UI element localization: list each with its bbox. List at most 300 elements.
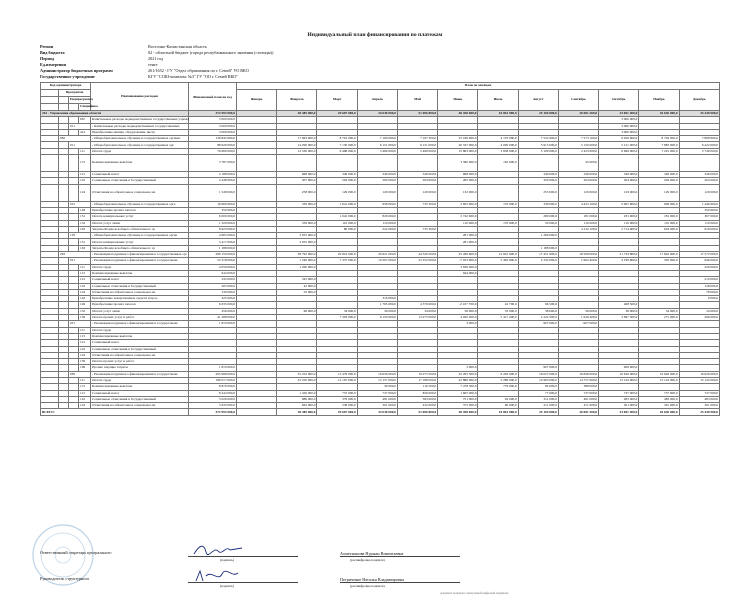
row-name: Отчисления на обязательное социальное ме (91, 184, 189, 201)
row-month-value: 909 000,0 (639, 201, 679, 207)
row-name: Приобретение лекарственных средств и проч (91, 296, 189, 302)
row-month-value: 25 104 800,0 (518, 111, 558, 117)
meta-value: 261/1652 - ГУ "Отдел образования по г. Семей" УО ВКО (148, 68, 249, 73)
row-name: Затраты Фонда всеобщего обязательного ср (91, 226, 189, 232)
row-total: 6 635 000,0 (189, 302, 237, 308)
row-total: 5 026 000,0 (189, 396, 237, 402)
row-month-value: 226 000,0 (679, 264, 719, 270)
row-month-value: 3 000 000,0 (599, 123, 639, 129)
row-month-value (397, 155, 437, 172)
row-code: 121 (79, 277, 91, 283)
row-month-value: 38 000,0 (599, 308, 639, 314)
row-month-value: 5 915 000,0 (518, 142, 558, 148)
row-month-value: 25 440 900,0 (679, 409, 719, 415)
row-month-value: 345 000,0 (277, 277, 317, 283)
row-month-value: 129 000,0 (679, 184, 719, 201)
row-total: 456 000,0 (189, 308, 237, 314)
row-month-value: 10 267 000,0 (357, 258, 397, 264)
row-month-value: 52 000,0 (277, 289, 317, 295)
row-month-value: 301 000,0 (639, 403, 679, 409)
row-code: 113 (79, 384, 91, 390)
row-month-value: 32 293 500,0 (438, 371, 478, 377)
row-month-value: 129 000,0 (357, 184, 397, 201)
row-month-value: 110 000,0 (679, 220, 719, 226)
row-month-value (639, 155, 679, 172)
row-code: 105 (69, 233, 91, 239)
row-month-value: 38 485 000,0 (277, 111, 317, 117)
row-name: - Реализация подушевого финансирования в государственн (91, 371, 189, 377)
row-month-value: 339 000,0 (277, 220, 317, 226)
row-code: 124 (79, 403, 91, 409)
row-month-value: 110 000,0 (438, 220, 478, 226)
row-month-value: 16 656 000,0 (357, 371, 397, 377)
row-month-value: 26 636 000,0 (639, 111, 679, 117)
row-month-value: 1 626 400,0 (558, 315, 598, 321)
row-month-value: 907 000,0 (518, 321, 558, 327)
row-code: 113 (79, 333, 91, 339)
row-name: Отчисления на обязательное социальное ме (91, 352, 189, 358)
row-month-value: 737 000,0 (639, 390, 679, 396)
row-code: 124 (79, 352, 91, 358)
row-month-value: 5 492 900,0 (478, 258, 518, 264)
row-total: 52 318 000,0 (189, 258, 237, 264)
row-code: 124 (79, 289, 91, 295)
row-month-value: 280 000,0 (518, 214, 558, 220)
row-month-value: 349 000,0 (599, 172, 639, 178)
row-total: 1 548 000,0 (189, 184, 237, 201)
row-month-value: 15 143 000,0 (639, 377, 679, 383)
row-month-value: 16 861 900,0 (478, 409, 518, 415)
row-name: Приобретение прочих запасов (91, 302, 189, 308)
row-month-value: 6 468 000,0 (317, 148, 357, 154)
header-subprogram: Подпрограмма (69, 97, 91, 104)
row-month-value: 23 189 000,0 (438, 136, 478, 142)
row-month-value: 29 607 000,0 (317, 409, 357, 415)
row-code: 121 (79, 172, 91, 178)
row-month-value: 367 000,0 (679, 214, 719, 220)
row-month-value: 35 000,0 (478, 308, 518, 314)
row-month-value: 491 000,0 (558, 396, 598, 402)
row-month-value: 26 081 300,0 (558, 111, 598, 117)
header-month: Ноябрь (639, 90, 679, 111)
row-month-value: 271 000,0 (639, 315, 679, 321)
row-month-value: 34 030 000,0 (357, 111, 397, 117)
row-month-value (237, 184, 277, 201)
row-month-value: 958 000,0 (357, 201, 397, 207)
row-month-value: 8 150 000,0 (357, 315, 397, 321)
row-month-value: 94 000,0 (478, 396, 518, 402)
row-month-value: 48 458 600,0 (438, 111, 478, 117)
row-month-value: 7 201 000,0 (639, 148, 679, 154)
header-month: Май (397, 90, 437, 111)
row-total: 4 188 000,0 (189, 172, 237, 178)
row-month-value: 9 000,0 (679, 296, 719, 302)
row-month-value: 6 422 000,0 (679, 142, 719, 148)
row-month-value: 5 100 000,0 (518, 148, 558, 154)
row-month-value: 349 000,0 (397, 172, 437, 178)
row-month-value: 19 275 500,0 (397, 371, 437, 377)
row-name: Оплата услуг связи (91, 220, 189, 226)
row-month-value: 618 000,0 (639, 226, 679, 232)
meta-label: Регион (40, 44, 54, 49)
row-month-value: 36 000,0 (357, 308, 397, 314)
row-month-value: 204 000,0 (639, 178, 679, 184)
row-code: 124 (79, 184, 91, 201)
row-month-value: 301 000,0 (357, 403, 397, 409)
row-name: Социальные отчисления в Государственный (91, 283, 189, 289)
row-code: 111 (79, 377, 91, 383)
signature-row (40, 546, 720, 572)
signer-name-caption: (расшифровка подписи) (350, 584, 385, 588)
row-month-value: 7 109 000,0 (357, 136, 397, 142)
row-month-value (478, 184, 518, 201)
row-code: 122 (79, 178, 91, 184)
row-month-value: 211 000,0 (518, 403, 558, 409)
row-total: 8 876 000,0 (189, 384, 237, 390)
row-month-value: 4 423 100,0 (558, 201, 598, 207)
row-total: 372 993 900,0 (189, 409, 237, 415)
row-month-value: 1 200 000,0 (277, 264, 317, 270)
row-total: 4 665 000,0 (189, 233, 237, 239)
row-month-value: 1 665 000,0 (438, 390, 478, 396)
row-month-value: 6 669 000,0 (599, 148, 639, 154)
row-name: Оплата прочих услуг и работ (91, 315, 189, 321)
row-month-value: 222 000,0 (357, 226, 397, 232)
row-month-value: 128 000,0 (679, 283, 719, 289)
row-code: 065 (69, 371, 91, 377)
row-month-value: 3 000,0 (438, 365, 478, 371)
row-month-value: 375 000,0 (438, 403, 478, 409)
row-month-value: 3 055 000,0 (277, 233, 317, 239)
meta-value: КГУ "СОШ-комплекс №3" ГУ "ОО г. Семей ВКО" (148, 74, 239, 79)
row-code: 159 (79, 359, 91, 365)
row-code: 011 (69, 142, 91, 148)
signature-caption: (подпись) (220, 558, 235, 562)
row-month-value: 5 286 000,0 (478, 377, 518, 383)
row-month-value: 3 000 000,0 (599, 129, 639, 135)
row-month-value (357, 155, 397, 172)
row-month-value: 735 300,0 (397, 201, 437, 207)
row-month-value: 483 000,0 (639, 396, 679, 402)
row-month-value: 483 000,0 (599, 396, 639, 402)
row-month-value: 7 573 100,0 (558, 136, 598, 142)
row-month-value: 110 000,0 (357, 220, 397, 226)
meta-value: 2021 год (148, 56, 164, 61)
header-admin: Код администратора (41, 83, 91, 90)
row-total: 130 000,0 (189, 289, 237, 295)
row-name: Социальные отчисления в Государственный (91, 178, 189, 184)
header-name: Наименование расходов (91, 83, 189, 111)
row-month-value: 329 000,0 (518, 178, 558, 184)
row-total: 1 819 000,0 (189, 321, 237, 327)
row-month-value: 563 000,0 (397, 396, 437, 402)
row-code: 149 (79, 302, 91, 308)
row-month-value: 13 275 000,0 (397, 315, 437, 321)
row-month-value: 349 000,0 (317, 172, 357, 178)
row-code: 261 - Управление образования области (41, 111, 189, 117)
row-month-value: 4 199 800,0 (599, 258, 639, 264)
row-month-value: 8 791 000,0 (317, 136, 357, 142)
row-month-value: 6 151 000,0 (357, 142, 397, 148)
row-month-value: -2 107 700,0 (438, 302, 478, 308)
row-month-value: 12 167 000,0 (317, 377, 357, 383)
row-month-value: 258 000,0 (277, 184, 317, 201)
row-code: 111 (79, 148, 91, 154)
row-month-value: 34 000,0 (397, 308, 437, 314)
row-name: Оплата коммунальных услуг (91, 239, 189, 245)
row-month-value: 4 132 100,0 (558, 226, 598, 232)
row-code: 121 (79, 340, 91, 346)
row-month-value: 5 469 000,0 (397, 148, 437, 154)
row-month-value: 17 842 000,0 (639, 252, 679, 258)
meta-label: Государственное учреждение (40, 74, 95, 79)
row-month-value: 907 000,0 (518, 365, 558, 371)
row-month-value: 737 000,0 (599, 390, 639, 396)
row-name: Социальный налог (91, 340, 189, 346)
row-month-value: 12 691 900,0 (478, 252, 518, 258)
row-name: Капитальные расходы подведомственных государственных учрежд (92, 117, 190, 122)
row-month-value: 281 000,0 (438, 233, 478, 239)
row-month-value: 737 000,0 (317, 390, 357, 396)
row-name: Оплата труда (91, 327, 189, 333)
row-month-value: 204 000,0 (599, 178, 639, 184)
row-month-value (599, 155, 639, 172)
row-month-value: 5 151 000,0 (599, 142, 639, 148)
financing-plan-table (40, 82, 720, 416)
row-month-value: 204 000,0 (679, 178, 719, 184)
document-meta (40, 44, 273, 80)
row-month-value: 7 883 000,0 (639, 142, 679, 148)
row-month-value: 737 000,0 (357, 390, 397, 396)
signature-caption: (подпись) (220, 584, 235, 588)
meta-label: Ед.измерения (40, 62, 66, 67)
row-name: - Общеобразовательное обучение в государственных орган (91, 233, 189, 239)
row-total: 139 845 900,0 (189, 136, 237, 142)
row-month-value: 45 000,0 (558, 155, 598, 172)
row-name: - Реализация подушевого финансирования в государственн (91, 321, 189, 327)
row-month-value: 5 469 000,0 (357, 148, 397, 154)
row-total: 3 000 000,0 (189, 123, 237, 129)
header-month: Апрель (357, 90, 397, 111)
row-name: Оплата труда (91, 264, 189, 270)
row-month-value: 7 303 000,0 (317, 315, 357, 321)
signature-role: Руководитель структурного (40, 576, 90, 581)
row-month-value: 1 188 000,0 (518, 245, 558, 251)
row-total: 76 660 000,0 (189, 148, 237, 154)
row-month-value: 316 000,0 (357, 296, 397, 302)
signer-name-caption: (расшифровка подписи) (350, 558, 385, 562)
row-month-value: 170 000,0 (478, 220, 518, 226)
row-month-value: 36 000,0 (558, 308, 598, 314)
row-name: Компенсационные выплаты (91, 270, 189, 276)
row-month-value: 17 188 000,0 (397, 377, 437, 383)
table-row (41, 155, 720, 172)
row-code: 159 (79, 315, 91, 321)
row-month-value: 20 816 000,0 (317, 252, 357, 258)
row-month-value: 16 626 000,0 (679, 371, 719, 377)
row-code: 017 (69, 321, 91, 327)
row-month-value: 34 000,0 (679, 308, 719, 314)
row-month-value: 5 417 200,0 (478, 315, 518, 321)
row-month-value: 34 691 400,0 (599, 111, 639, 117)
row-code: 082 (59, 136, 91, 142)
row-month-value: 3 838 000,0 (478, 148, 518, 154)
row-month-value: 6 151 000,0 (397, 142, 437, 148)
row-code: 122 (79, 346, 91, 352)
row-total: 3 787 000,0 (189, 155, 237, 172)
signature-row (40, 572, 720, 598)
row-month-value (237, 409, 277, 415)
row-month-value: 48 458 600,0 (438, 409, 478, 415)
row-month-value: 116 500,0 (397, 384, 437, 390)
row-month-value: 42 000,0 (277, 283, 317, 289)
row-total: 345 000,0 (189, 277, 237, 283)
row-code: 169 (79, 365, 91, 371)
row-month-value: 110 000,0 (558, 220, 598, 226)
row-month-value: 909 000,0 (599, 365, 639, 371)
row-month-value: 1 641 000,0 (317, 201, 357, 207)
row-month-value: 38 000,0 (438, 308, 478, 314)
row-month-value: 4 000 000,0 (478, 142, 518, 148)
meta-value: тенге (148, 62, 158, 67)
row-month-value: 2 714 600,0 (599, 226, 639, 232)
row-month-value: 350 900,0 (679, 207, 719, 213)
header-month: Февраль (277, 90, 317, 111)
row-total: 88 629 000,0 (189, 142, 237, 148)
row-total: 325 000,0 (189, 296, 237, 302)
row-name: Компенсационные выплаты (91, 333, 189, 339)
row-total: 3 000 000,0 (189, 117, 237, 123)
signer-name: Петриченко Наталья Владимировна (340, 577, 405, 582)
meta-value: Восточно-Казахстанская область (148, 44, 207, 49)
row-name: Социальный налог (91, 172, 189, 178)
row-month-value (518, 155, 558, 172)
row-month-value: 26 636 000,0 (639, 409, 679, 415)
row-month-value: 12 536 000,0 (277, 148, 317, 154)
row-month-value: 1 446 900,0 (679, 201, 719, 207)
row-month-value: 944 000,0 (438, 270, 478, 276)
row-name: - Общеобразовательное обучение в государственных орг (91, 142, 189, 148)
row-month-value: 129 000,0 (558, 184, 598, 201)
signer-name: Ахметжанова Нуржан Викентьевна (340, 551, 404, 556)
row-month-value: 5 740 000,0 (679, 148, 719, 154)
row-name: Прочие текущие затраты (91, 365, 189, 371)
row-month-value (679, 155, 719, 172)
row-name: Оплата прочих услуг и работ (91, 359, 189, 365)
row-month-value: 407 000,0 (277, 178, 317, 184)
row-total: 3 417 000,0 (189, 239, 237, 245)
row-name: Социальный налог (91, 277, 189, 283)
row-month-value: 25 269 600,0 (438, 252, 478, 258)
row-name: - Общеобразовательное обучение в государственных орга (91, 201, 189, 207)
row-month-value: 662 000,0 (277, 403, 317, 409)
row-total: 350 900,0 (189, 207, 237, 213)
row-month-value: 15 143 000,0 (599, 377, 639, 383)
header-program: Программа (59, 90, 91, 97)
signature-role: Ответственный секретарь центрального (40, 550, 112, 555)
row-month-value: 3 000,0 (438, 321, 478, 327)
row-total: 1 819 000,0 (189, 365, 237, 371)
row-code: 122 (79, 396, 91, 402)
row-month-value: 18 508 000,0 (558, 252, 598, 258)
row-code: 111 (79, 327, 91, 333)
row-month-value: 38 000,0 (518, 308, 558, 314)
row-month-value: 34 030 000,0 (357, 409, 397, 415)
row-name: Оплата труда (91, 148, 189, 154)
row-name: Компенсационные выплаты (91, 155, 189, 172)
row-month-value: 946 000,0 (679, 258, 719, 264)
header-month: Март (317, 90, 357, 111)
row-month-value: 42 700,0 (478, 302, 518, 308)
row-month-value: 26 921 000,0 (357, 252, 397, 258)
row-month-value: 301 000,0 (679, 403, 719, 409)
row-month-value: 129 000,0 (639, 184, 679, 201)
header-month: Июнь (438, 90, 478, 111)
row-month-value: 311 000,0 (518, 396, 558, 402)
row-month-value: 204 000,0 (357, 178, 397, 184)
row-code: 121 (79, 390, 91, 396)
row-code: 149 (79, 207, 91, 213)
row-month-value: -907 000,0 (558, 321, 598, 327)
row-month-value: 2 222 500,0 (518, 315, 558, 321)
row-month-value: 8 794 000,0 (639, 136, 679, 142)
meta-label: Период (40, 56, 54, 61)
row-total: 205 000,0 (189, 283, 237, 289)
row-total: 1 320 000,0 (189, 220, 237, 226)
row-month-value: 886 000,0 (277, 396, 317, 402)
row-total: 280 150 000,0 (189, 252, 237, 258)
row-name: Отчисления на обязательное социальное ме (91, 403, 189, 409)
row-month-value: 4 170 000,0 (478, 136, 518, 142)
row-month-value (237, 155, 277, 172)
row-code: 142 (79, 296, 91, 302)
row-month-value: 20 337 000,0 (438, 142, 478, 148)
row-month-value: 7 868 900,0 (679, 136, 719, 142)
row-month-value: 349 000,0 (357, 172, 397, 178)
row-month-value: 15 145 000,0 (679, 377, 719, 383)
row-month-value: 282 000,0 (438, 178, 478, 184)
row-code: 015 (69, 201, 91, 207)
row-name: - Капитальные расходы подведомственных государственных (91, 123, 189, 129)
row-month-value: 6 292 000,0 (478, 371, 518, 377)
row-month-value: 129 000,0 (397, 184, 437, 201)
footer-note: документ подписан электронной цифровой подписью (440, 591, 509, 595)
row-total: 944 000,0 (189, 270, 237, 276)
row-total: 16 669 900,0 (189, 201, 237, 207)
row-code: 011 (69, 258, 91, 264)
row-month-value: 204 000,0 (397, 178, 437, 184)
header-month: Сентябрь (558, 90, 598, 111)
document-title: Индивидуальный план финансирования по платежам (307, 32, 443, 38)
row-month-value: 34 691 400,0 (599, 409, 639, 415)
row-month-value: 4 370 000,0 (397, 302, 437, 308)
row-total: 41 288 000,0 (189, 315, 237, 321)
row-month-value: 1 456 000,0 (277, 390, 317, 396)
meta-value: 02 - областной бюджет (города республиканского значения (столицы)) (148, 50, 274, 55)
row-month-value: 779 000,0 (478, 384, 518, 390)
row-month-value: 305 000,0 (639, 258, 679, 264)
row-month-value: 266 000,0 (679, 315, 719, 321)
row-month-value: 481 000,0 (357, 396, 397, 402)
row-month-value: 35 252 000,0 (277, 371, 317, 377)
row-month-value: 16 861 900,0 (478, 111, 518, 117)
table-row (41, 409, 720, 415)
row-name: Затраты Фонда всеобщего обязательного ср (91, 245, 189, 251)
row-month-value: 210 000,0 (679, 277, 719, 283)
row-month-value: 34 000,0 (639, 308, 679, 314)
row-month-value: 737 000,0 (679, 390, 719, 396)
row-month-value: 1 269 000,0 (518, 233, 558, 239)
